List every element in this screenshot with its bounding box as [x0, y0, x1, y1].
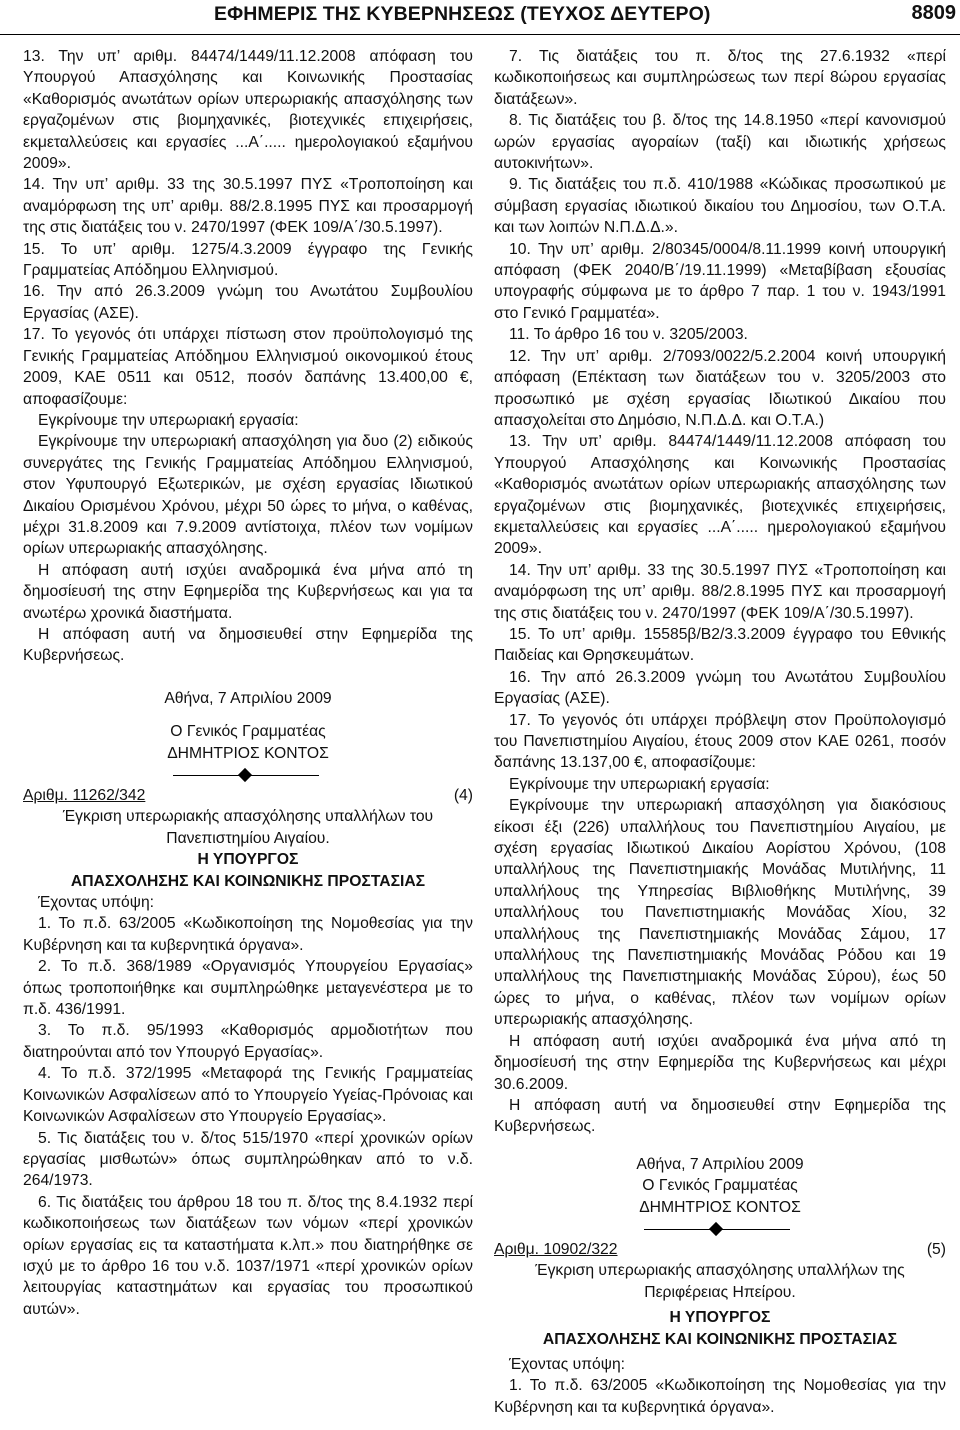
- paragraph: 13. Την υπ’ αριθμ. 84474/1449/11.12.2008 απόφαση του Υπουργού Απασχόλησης και Κοινωνικής Προστασίας «Καθορισμός ανωτάτων ορίων υπερωριακής απασχόλησης των εργαζομένων στις βιομηχανικές, βιοτεχνικές επιχειρήσεις, εκμεταλλεύσεις και εργασίες ...Α΄..... ημερολογιακού εξαμήνου 2009».: [23, 48, 473, 173]
- signer-name: ΔΗΜΗΤΡΙΟΣ ΚΟΝΤΟΣ: [639, 1198, 801, 1216]
- paragraph: 5. Τις διατάξεις του ν. δ/τος 515/1970 «περί χρονικών ορίων εργασίας μισθωτών» όπως συμπληρώθηκαν από το ν.δ. 264/1973.: [23, 1129, 473, 1190]
- paragraph: 17. Το γεγονός ότι υπάρχει πίστωση στον προϋπολογισμό της Γενικής Γραμματείας Απόδημου Ελληνισμού οικονομικού έτους 2009, ΚΑΕ 0511 και 0512, ποσόν δαπάνης 13.400,00 €, αποφασίζουμε:: [23, 326, 473, 408]
- paragraph: 6. Τις διατάξεις του άρθρου 18 του π. δ/τος της 8.4.1932 περί κωδικοποιήσεως των διατάξεων των νόμων «περί χρονικών ορίων εργασίας εις τα καταστήματα κ.λπ.» που διατηρήθηκε σε ισχύ με το άρθρο 16 του ν.δ. 1037/1971 «περί χρονικών ορίων λειτουργίας καταστημάτων και εργασίας του προσωπικού αυτών».: [23, 1193, 473, 1318]
- paragraph: 13. Την υπ’ αριθμ. 84474/1449/11.12.2008 απόφαση του Υπουργού Απασχόλησης και Κοινωνικής Προστασίας «Καθορισμός ανωτάτων ορίων υπερωριακής απασχόλησης των εργαζομένων στις βιομηχανικές, βιοτεχνικές επιχειρήσεις, εκμεταλλεύσεις και εργασίες ...Α΄..... ημερολογιακού εξαμήνου 2009».: [494, 433, 946, 558]
- decision-index: (4): [453, 787, 473, 804]
- decision-title: Έγκριση υπερωριακής απασχόλησης υπαλλήλων της Περιφέρειας Ηπείρου.: [535, 1262, 905, 1301]
- paragraph: 8. Τις διατάξεις του β. δ/τος της 14.8.1950 «περί κανονισμού ωρών εργασίας αγοραίων (ταξί) και ιδιωτικής χρήσεως αυτοκινήτων».: [494, 112, 946, 173]
- paragraph: 17. Το γεγονός ότι υπάρχει πρόβλεψη στον Προϋπολογισμό του Πανεπιστημίου Αιγαίου, έτους 2009 στον ΚΑΕ 0261, ποσόν δαπάνης 13.137,00 €, αποφασίζουμε:: [494, 711, 946, 772]
- paragraph: Εγκρίνουμε την υπερωριακή απασχόληση για διακόσιους είκοσι έξι (226) υπαλλήλους του Πανεπιστημίου Αιγαίου, με σχέση εργασίας Ιδιωτικού Δικαίου Αορίστου Χρόνου, (108 υπαλλήλους της Πανεπιστημιακής Μονάδας Μυτιλήνης, 11 υπαλλήλους της Υπηρεσίας Βιβλιοθήκης Μυτιλήνης, 39 υπαλλήλους του Πανεπιστημιακής Μονάδας Χίου, 32 υπαλλήλους της Πανεπιστημιακής Μονάδας Σάμου, 17 υπαλλήλους της Πανεπιστημιακής Μονάδας Ρόδου και 19 υπαλλήλους της Πανεπιστημιακής Μονάδας Σύρου), έως 50 ώρες το μήνα, ο καθένας, πλέον των νομίμων ορίων υπερωριακής απασχόλησης.: [494, 797, 946, 1029]
- paragraph: Εγκρίνουμε την υπερωριακή εργασία:: [38, 411, 299, 429]
- paragraph: 1. Το π.δ. 63/2005 «Κωδικοποίηση της Νομοθεσίας για την Κυβέρνηση και τα κυβερνητικά όργανα».: [494, 1377, 946, 1416]
- paragraph: 7. Τις διατάξεις του π. δ/τος της 27.6.1932 «περί κωδικοποιήσεως και συμπληρώσεως των περί 8ώρου εργασίας διατάξεων».: [494, 48, 946, 108]
- left-column: [23, 46, 473, 1320]
- paragraph: Εγκρίνουμε την υπερωριακή εργασία:: [509, 775, 770, 793]
- ministry-name: ΑΠΑΣΧΟΛΗΣΗΣ ΚΑΙ ΚΟΙΝΩΝΙΚΗΣ ΠΡΟΣΤΑΣΙΑΣ: [542, 1330, 898, 1348]
- decision-index: (5): [926, 1240, 946, 1258]
- paragraph: 14. Την υπ’ αριθμ. 33 της 30.5.1997 ΠΥΣ «Τροποποίηση και αναμόρφωση της υπ’ αριθμ. 88/2.8.1995 ΠΥΣ και προσαρμογή της στις διατάξεις του ν. 2470/1997 (ΦΕΚ 109/Α΄/30.5.1997).: [23, 176, 473, 237]
- paragraph: 16. Την από 26.3.2009 γνώμη του Ανωτάτου Συμβουλίου Εργασίας (ΑΣΕ).: [494, 668, 946, 708]
- considering-label: Έχοντας υπόψη:: [509, 1355, 626, 1373]
- paragraph: 10. Την υπ’ αριθμ. 2/80345/0004/8.11.1999 κοινή υπουργική απόφαση (ΦΕΚ 2040/Β΄/19.11.1999) «Μεταβίβαση εξουσίας υπογραφής σύμφωνα με το άρθρο 7 παρ. 1 του ν. 1943/1991 στο Γενικό Γραμματέα».: [494, 240, 946, 322]
- signer-title: Ο Γενικός Γραμματέας: [170, 723, 326, 741]
- paragraph: 14. Την υπ’ αριθμ. 33 της 30.5.1997 ΠΥΣ «Τροποποίηση και αναμόρφωση της υπ’ αριθμ. 88/2.8.1995 ΠΥΣ και προσαρμογή της στις διατάξεις του ν. 2470/1997 (ΦΕΚ 109/Α΄/30.5.1997).: [494, 561, 946, 622]
- page-header: [0, 0, 960, 35]
- page-number: 8809: [911, 2, 956, 24]
- place-date: Αθήνα, 7 Απριλίου 2009: [636, 1155, 804, 1173]
- section-divider: [494, 1220, 946, 1238]
- section-divider: [23, 766, 473, 784]
- paragraph: 15. Το υπ’ αριθμ. 15585β/Β2/3.3.2009 έγγραφο του Εθνικής Παιδείας και Θρησκευμάτων.: [494, 625, 946, 665]
- right-column: [494, 46, 946, 1418]
- decision-number: Αριθμ. 11262/342: [23, 787, 146, 804]
- paragraph: Η απόφαση αυτή ισχύει αναδρομικά ένα μήνα από τη δημοσίευσή της στην Εφημερίδα της Κυβερνήσεως και μέχρι 30.6.2009.: [494, 1032, 946, 1093]
- place-date: Αθήνα, 7 Απριλίου 2009: [164, 689, 332, 707]
- paragraph: 9. Τις διατάξεις του π.δ. 410/1988 «Κώδικας προσωπικού με σύμβαση εργασίας ιδιωτικού δικαίου του Δημοσίου, των Ο.Τ.Α. και των λοιπών Ν.Π.Δ.Δ.».: [494, 176, 946, 237]
- decision-header: [23, 785, 473, 806]
- decision-title: Έγκριση υπερωριακής απασχόλησης υπαλλήλων του Πανεπιστημίου Αιγαίου.: [62, 808, 434, 847]
- paragraph: 3. Το π.δ. 95/1993 «Καθορισμός αρμοδιοτήτων που διατηρούνται από τον Υπουργό Εργασίας».: [23, 1022, 473, 1061]
- decision-header: [494, 1239, 946, 1260]
- minister-title: Η ΥΠΟΥΡΓΟΣ: [669, 1309, 771, 1327]
- minister-title: Η ΥΠΟΥΡΓΟΣ: [197, 851, 299, 869]
- paragraph: 15. Το υπ’ αριθμ. 1275/4.3.2009 έγγραφο της Γενικής Γραμματείας Απόδημου Ελληνισμού.: [23, 240, 473, 280]
- paragraph: 4. Το π.δ. 372/1995 «Μεταφορά της Γενικής Γραμματείας Κοινωνικών Ασφαλίσεων από το Υπουργείο Υγείας-Πρόνοιας και Κοινωνικών Ασφαλίσεων στο Υπουργείο Εργασίας».: [23, 1065, 473, 1126]
- diamond-icon: [238, 768, 252, 782]
- ministry-name: ΑΠΑΣΧΟΛΗΣΗΣ ΚΑΙ ΚΟΙΝΩΝΙΚΗΣ ΠΡΟΣΤΑΣΙΑΣ: [70, 872, 426, 890]
- gazette-title: ΕΦΗΜΕΡΙΣ ΤΗΣ ΚΥΒΕΡΝΗΣΕΩΣ (ΤΕΥΧΟΣ ΔΕΥΤΕΡΟ): [214, 3, 711, 25]
- diamond-icon: [709, 1222, 723, 1236]
- considering-label: Έχοντας υπόψη:: [38, 894, 155, 912]
- paragraph: 11. Το άρθρο 16 του ν. 3205/2003.: [509, 326, 748, 344]
- paragraph: 16. Την από 26.3.2009 γνώμη του Ανωτάτου Συμβουλίου Εργασίας (ΑΣΕ).: [23, 283, 473, 322]
- paragraph: 12. Την υπ’ αριθμ. 2/7093/0022/5.2.2004 κοινή υπουργική απόφαση (Επέκταση των διατάξεων του ν. 3205/2003 στο προσωπικό με σχέση εργασίας Ιδιωτικού Δικαίου που απασχολείται στο Δημόσιο, Ν.Π.Δ.Δ. και Ο.Τ.Α.): [494, 347, 946, 429]
- paragraph: Η απόφαση αυτή ισχύει αναδρομικά ένα μήνα από τη δημοσίευσή της στην Εφημερίδα της Κυβερνήσεως και για τα ανωτέρω χρονικά διαστήματα.: [23, 561, 473, 622]
- paragraph: Εγκρίνουμε την υπερωριακή απασχόληση για δυο (2) ειδικούς συνεργάτες της Γενικής Γραμματείας Απόδημου Ελληνισμού, στον Υφυπουργό Εξωτερικών, με σχέση εργασίας Ιδιωτικού Δικαίου Ορισμένου Χρόνου, μέχρι 50 ώρες το μήνα, ο καθένας, μέχρι 31.8.2009 και 7.9.2009 αντίστοιχα, πλέον των νομίμων ορίων υπερωριακής απασχόλησης.: [23, 433, 473, 558]
- decision-number: Αριθμ. 10902/322: [494, 1240, 618, 1258]
- signer-name: ΔΗΜΗΤΡΙΟΣ ΚΟΝΤΟΣ: [167, 744, 329, 762]
- paragraph: 2. Το π.δ. 368/1989 «Οργανισμός Υπουργείου Εργασίας» όπως τροποποιήθηκε και συμπληρώθηκε μεταγενέστερα με το π.δ. 436/1991.: [23, 958, 473, 1019]
- paragraph: Η απόφαση αυτή να δημοσιευθεί στην Εφημερίδα της Κυβερνήσεως.: [23, 625, 473, 665]
- signer-title: Ο Γενικός Γραμματέας: [642, 1177, 798, 1195]
- paragraph: 1. Το π.δ. 63/2005 «Κωδικοποίηση της Νομοθεσίας για την Κυβέρνηση και τα κυβερνητικά όργανα».: [23, 915, 473, 954]
- paragraph: Η απόφαση αυτή να δημοσιευθεί στην Εφημερίδα της Κυβερνήσεως.: [494, 1096, 946, 1136]
